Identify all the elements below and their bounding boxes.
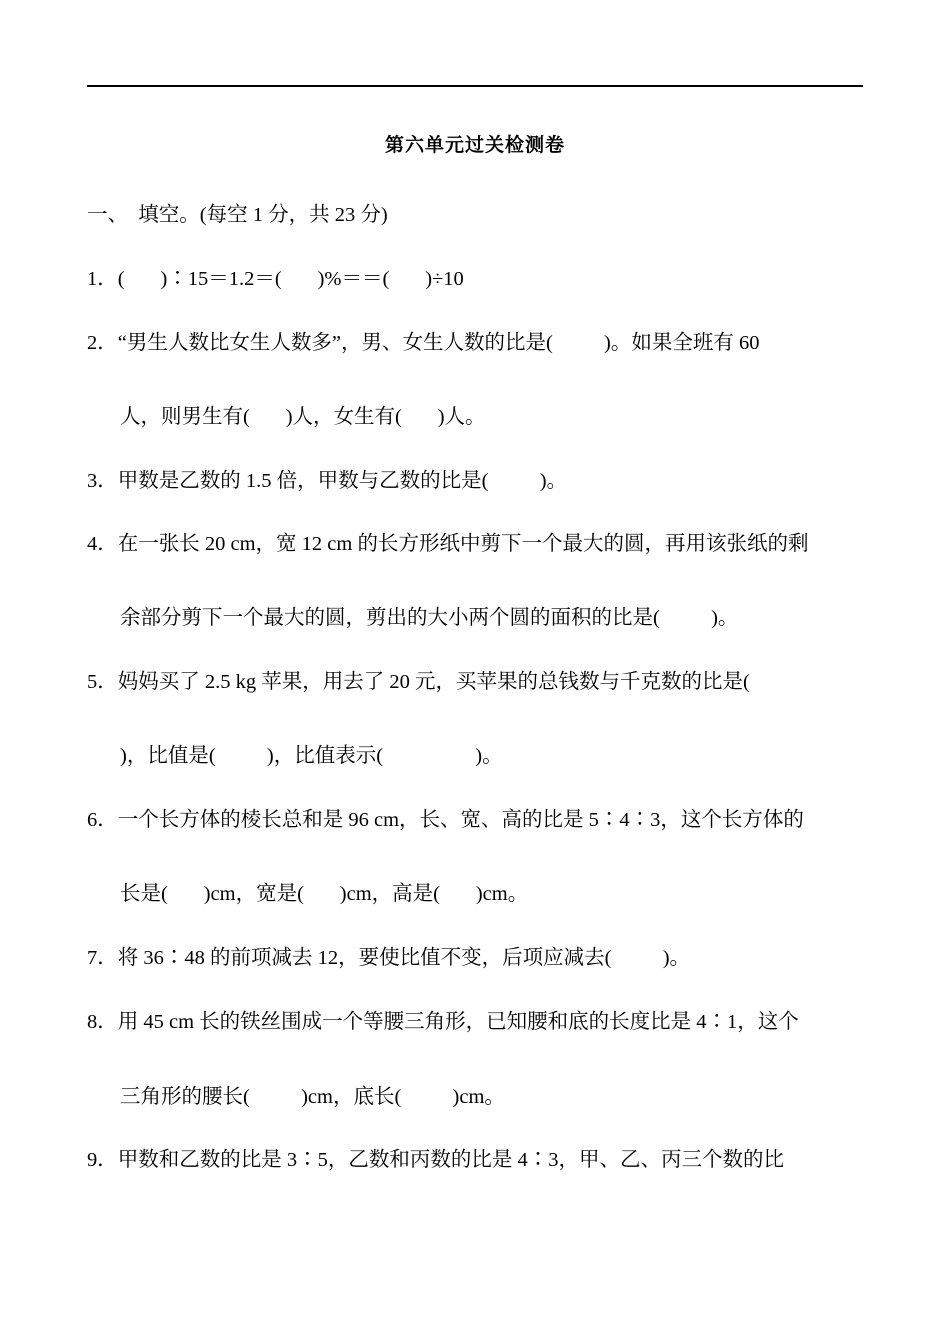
question-2: 2．“男生人数比女生人数多”，男、女生人数的比是( )。如果全班有 60 (87, 332, 760, 354)
question-8: 8．用 45 cm 长的铁丝围成一个等腰三角形，已知腰和底的长度比是 4∶1，这个 (87, 1011, 799, 1033)
question-4: 4．在一张长 20 cm，宽 12 cm 的长方形纸中剪下一个最大的圆，再用该张纸的剩 (87, 533, 809, 555)
question-8-cont: 三角形的腰长( )cm，底长( )cm。 (120, 1086, 505, 1108)
question-4-cont: 余部分剪下一个最大的圆，剪出的大小两个圆的面积的比是( )。 (120, 607, 739, 629)
page-title: 第六单元过关检测卷 (384, 135, 565, 156)
question-3: 3．甲数是乙数的 1.5 倍，甲数与乙数的比是( )。 (87, 470, 568, 492)
question-9: 9．甲数和乙数的比是 3∶5，乙数和丙数的比是 4∶3，甲、乙、丙三个数的比 (87, 1149, 784, 1171)
header-rule (87, 85, 863, 87)
question-5: 5．妈妈买了 2.5 kg 苹果，用去了 20 元，买苹果的总钱数与千克数的比是( (87, 671, 750, 693)
question-1: 1．( )∶15＝1.2＝( )%＝＝( )÷10 (87, 268, 464, 290)
question-5-cont: )，比值是( )，比值表示( )。 (120, 745, 503, 767)
question-6: 6．一个长方体的棱长总和是 96 cm，长、宽、高的比是 5∶4∶3，这个长方体的 (87, 809, 804, 831)
section-heading: 一、 填空。(每空 1 分，共 23 分) (87, 204, 388, 226)
question-7: 7．将 36∶48 的前项减去 12，要使比值不变，后项应减去( )。 (87, 947, 691, 969)
question-6-cont: 长是( )cm，宽是( )cm，高是( )cm。 (120, 883, 529, 905)
question-2-cont: 人，则男生有( )人，女生有( )人。 (120, 406, 486, 428)
